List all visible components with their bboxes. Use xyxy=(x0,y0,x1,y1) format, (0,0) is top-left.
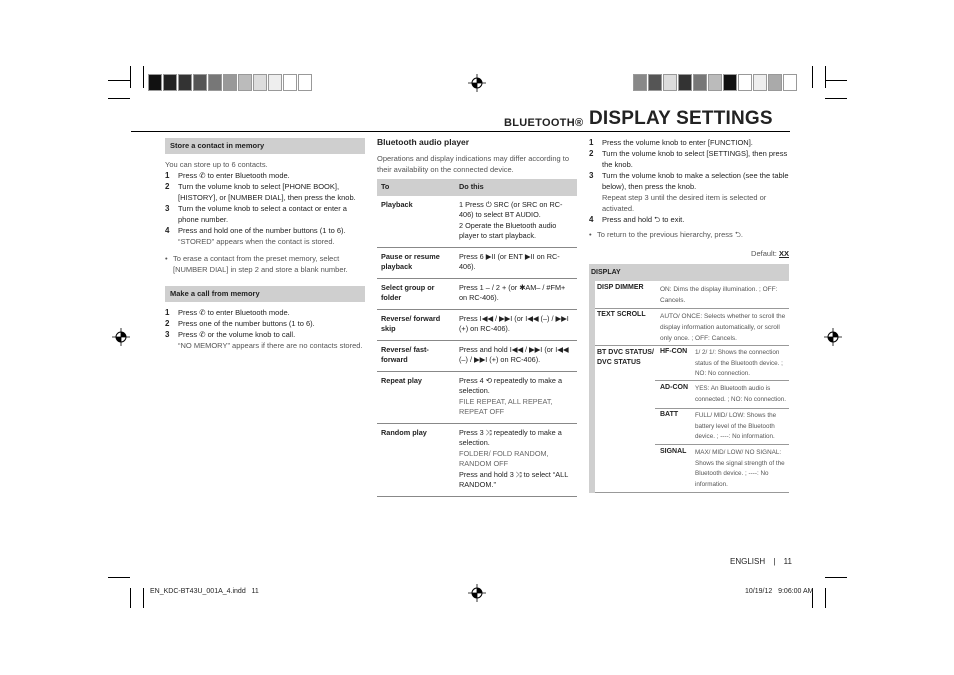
setting-description: AUTO/ ONCE: Selects whether to scroll the display information automatically, or scroll only once. ; OFF: Cancels. xyxy=(660,313,786,342)
operation-instruction-cell xyxy=(455,423,577,496)
row-divider xyxy=(655,380,789,381)
crop-mark xyxy=(108,98,130,99)
file-slug: EN_KDC-BT43U_001A_4.indd 11 xyxy=(150,588,259,595)
step-number: 1 xyxy=(165,171,170,180)
row-divider xyxy=(655,408,789,409)
step-item xyxy=(589,148,789,170)
operation-instruction-cell xyxy=(455,309,577,340)
bullet-note: • To erase a contact from the preset memory, select [NUMBER DIAL] in step 2 and store a blank number. xyxy=(165,253,365,275)
section-title: Make a call from memory xyxy=(165,286,365,302)
default-value: XX xyxy=(778,249,789,258)
crop-mark xyxy=(812,66,813,88)
step-number: 2 xyxy=(589,149,594,158)
section-title: Store a contact in memory xyxy=(165,138,365,154)
step-number: 4 xyxy=(165,226,170,235)
operation-name: Reverse/ fast-forward xyxy=(377,340,455,371)
bullet-text: To return to the previous hierarchy, press ⮌. xyxy=(597,230,743,239)
step-number: 2 xyxy=(165,182,170,191)
step-text: Press ✆ or the volume knob to call. xyxy=(178,330,296,339)
operation-name: Pause or resume playback xyxy=(377,247,455,278)
setting-description: ON: Dims the display illumination. ; OFF: Cancels. xyxy=(660,286,778,304)
registration-target-icon xyxy=(468,74,486,92)
step-item xyxy=(589,170,789,192)
step-text: Turn the volume knob to make a selection (see the table below), then press the knob. xyxy=(602,171,789,191)
operation-instruction-cell xyxy=(455,371,577,423)
footer-separator: | xyxy=(773,557,776,566)
row-divider xyxy=(595,308,789,309)
steps-list xyxy=(165,307,365,340)
step-note: “STORED” appears when the contact is stored. xyxy=(178,237,335,246)
header-rule xyxy=(131,131,790,132)
step-note: Repeat step 3 until the desired item is selected or activated. xyxy=(602,193,767,213)
operation-name: Repeat play xyxy=(377,371,455,423)
step-item xyxy=(165,318,365,329)
step-text: Press one of the number buttons (1 to 6). xyxy=(178,319,315,328)
middle-column xyxy=(377,137,577,497)
operations-table xyxy=(377,179,577,497)
column-header: Do this xyxy=(455,179,577,196)
step-item xyxy=(589,214,789,225)
column-header: To xyxy=(377,179,455,196)
table-header: DISPLAY xyxy=(589,264,789,281)
setting-label: BT DVC STATUS/ DVC STATUS xyxy=(597,349,654,366)
step-number: 1 xyxy=(589,138,594,147)
language-label: ENGLISH xyxy=(730,557,766,566)
crop-mark xyxy=(108,577,130,578)
step-number: 4 xyxy=(589,215,594,224)
sub-setting-label: HF-CON xyxy=(660,348,688,355)
operation-name: Select group or folder xyxy=(377,278,455,309)
step-number: 3 xyxy=(165,330,170,339)
intro-text: Operations and display indications may differ according to their availability on the connected device. xyxy=(377,154,570,174)
operation-name: Reverse/ forward skip xyxy=(377,309,455,340)
bluetooth-section-title: BLUETOOTH® xyxy=(504,117,584,129)
table-row xyxy=(377,309,577,340)
crop-mark xyxy=(143,588,144,608)
crop-mark xyxy=(130,588,131,608)
crop-mark xyxy=(825,577,847,578)
crop-mark xyxy=(825,588,826,608)
step-text: Press and hold one of the number buttons (1 to 6). xyxy=(178,226,346,235)
table-row xyxy=(377,371,577,423)
step-text: Press the volume knob to enter [FUNCTION]. xyxy=(602,138,753,147)
operation-name: Playback xyxy=(377,196,455,248)
operation-instruction: Press and hold I◀◀ / ▶▶I (or I◀◀ (–) / ▶▶I (+) on RC-406). xyxy=(459,344,569,364)
registration-target-icon xyxy=(468,584,486,602)
row-divider xyxy=(595,345,789,346)
crop-mark xyxy=(130,66,131,88)
registration-target-icon xyxy=(112,328,130,346)
color-registration-bar-left xyxy=(148,74,313,91)
default-label: Default: xyxy=(751,249,777,258)
step-item xyxy=(165,307,365,318)
crop-mark xyxy=(825,98,847,99)
row-divider xyxy=(595,492,789,493)
page-title: DISPLAY SETTINGS xyxy=(589,108,773,129)
operation-instruction-cell xyxy=(455,247,577,278)
step-item xyxy=(165,329,365,340)
step-text: Turn the volume knob to select [PHONE BOOK], [HISTORY], or [NUMBER DIAL], then press the knob. xyxy=(178,182,356,202)
operation-instruction-cell xyxy=(455,278,577,309)
crop-mark xyxy=(143,66,144,88)
page-number: 11 xyxy=(783,557,792,566)
sub-setting-description: YES: An Bluetooth audio is connected. ; NO: No connection. xyxy=(695,385,787,403)
step-item xyxy=(165,181,365,203)
sub-setting-description: 1/ 2/ 1/: Shows the connection status of the Bluetooth device. ; NO: No connection. xyxy=(695,349,783,377)
operation-extra: Press and hold 3 ⤨ to select “ALL RANDOM.” xyxy=(459,469,568,489)
display-settings-table xyxy=(589,264,789,493)
intro-text: You can store up to 6 contacts. xyxy=(165,160,268,169)
step-note: “NO MEMORY” appears if there are no contacts stored. xyxy=(178,341,363,350)
section-heading: Bluetooth audio player xyxy=(377,137,470,147)
color-registration-bar-right xyxy=(633,74,798,91)
left-column xyxy=(165,138,365,351)
table-body xyxy=(377,196,577,497)
step-number: 3 xyxy=(165,204,170,213)
sub-setting-description: FULL/ MID/ LOW: Shows the battery level of the Bluetooth device. ; ----: No information. xyxy=(695,412,777,440)
setting-label: DISP DIMMER xyxy=(597,284,644,291)
table-row xyxy=(377,423,577,496)
page-footer xyxy=(730,557,792,566)
step-item xyxy=(165,170,365,181)
operation-instruction: Press 6 ▶II (or ENT ▶II on RC-406). xyxy=(459,251,560,271)
operation-instruction-cell xyxy=(455,340,577,371)
step-text: Press ✆ to enter Bluetooth mode. xyxy=(178,308,290,317)
crop-mark xyxy=(108,80,130,81)
table-side-bar xyxy=(589,281,595,493)
step-text: Press ✆ to enter Bluetooth mode. xyxy=(178,171,290,180)
default-legend xyxy=(589,248,789,259)
right-column xyxy=(589,137,789,259)
crop-mark xyxy=(825,80,847,81)
operation-name: Random play xyxy=(377,423,455,496)
step-text: Turn the volume knob to select a contact or enter a phone number. xyxy=(178,204,347,224)
print-timestamp: 10/19/12 9:06:00 AM xyxy=(745,588,814,595)
operation-instruction: Press 3 ⤨ repeatedly to make a selection. xyxy=(459,427,562,447)
step-text: Turn the volume knob to select [SETTINGS], then press the knob. xyxy=(602,149,788,169)
table-row xyxy=(377,278,577,309)
step-number: 1 xyxy=(165,308,170,317)
row-divider xyxy=(655,444,789,445)
step-item xyxy=(589,137,789,148)
operation-options: FILE REPEAT, ALL REPEAT, REPEAT OFF xyxy=(459,396,553,416)
table-row xyxy=(377,196,577,248)
operation-instruction: Press 1 – / 2 + (or ✱AM– / #FM+ on RC-406). xyxy=(459,282,566,302)
sub-setting-description: MAX/ MID/ LOW/ NO SIGNAL: Shows the signal strength of the Bluetooth device. ; ----: No information. xyxy=(695,449,785,488)
steps-list xyxy=(589,137,789,225)
operation-instruction: Press I◀◀ / ▶▶I (or I◀◀ (–) / ▶▶I (+) on RC-406). xyxy=(459,313,569,333)
table-header-row xyxy=(377,179,577,196)
bullet-text: To erase a contact from the preset memory, select [NUMBER DIAL] in step 2 and store a blank number. xyxy=(173,254,348,274)
bullet-note: • To return to the previous hierarchy, press ⮌. xyxy=(589,230,743,239)
registration-target-icon xyxy=(824,328,842,346)
operation-instruction: 1 Press ⏻ SRC (or SRC on RC-406) to select BT AUDIO. 2 Operate the Bluetooth audio player to start playback. xyxy=(459,199,563,240)
step-item xyxy=(165,203,365,225)
step-number: 2 xyxy=(165,319,170,328)
table-row xyxy=(377,247,577,278)
operation-options: FOLDER/ FOLD RANDOM, RANDOM OFF xyxy=(459,448,549,468)
step-text: Press and hold ⮌ to exit. xyxy=(602,215,685,224)
steps-list xyxy=(165,170,365,236)
sub-setting-label: AD-CON xyxy=(660,384,688,391)
sub-setting-label: BATT xyxy=(660,411,679,418)
crop-mark xyxy=(825,66,826,88)
operation-instruction-cell xyxy=(455,196,577,248)
sub-setting-label: SIGNAL xyxy=(660,448,687,455)
table-row xyxy=(377,340,577,371)
step-item xyxy=(165,225,365,236)
setting-label: TEXT SCROLL xyxy=(597,311,646,318)
step-number: 3 xyxy=(589,171,594,180)
operation-instruction: Press 4 ⟲ repeatedly to make a selection. xyxy=(459,375,563,395)
